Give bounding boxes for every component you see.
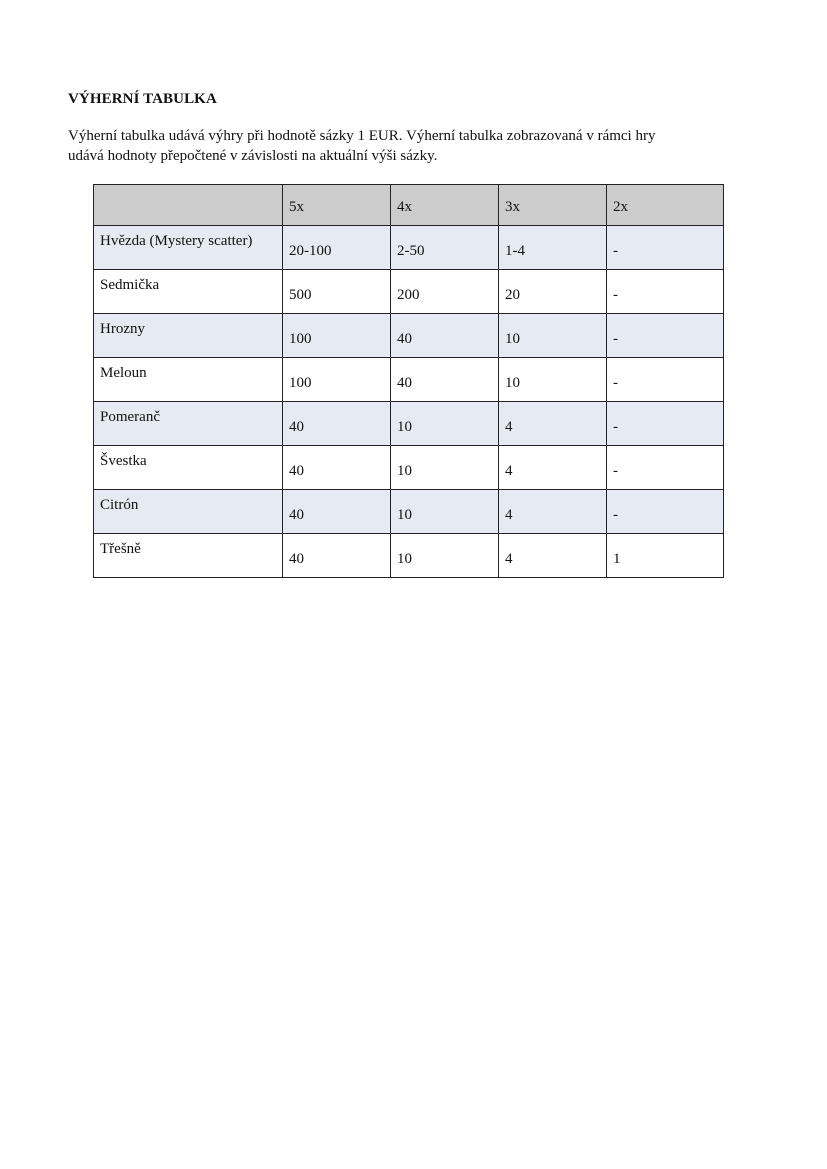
payout-cell: 1-4	[499, 226, 607, 270]
table-row	[94, 270, 724, 314]
payout-cell: -	[607, 270, 724, 314]
payout-cell: -	[607, 402, 724, 446]
payout-cell: 20-100	[283, 226, 391, 270]
payout-cell: 40	[283, 490, 391, 534]
payout-cell: 20	[499, 270, 607, 314]
payout-cell: 4	[499, 402, 607, 446]
payout-cell: 10	[391, 534, 499, 578]
payout-cell: 10	[391, 402, 499, 446]
payout-cell: 100	[283, 314, 391, 358]
symbol-name-cell: Švestka	[94, 446, 283, 490]
payout-cell: -	[607, 358, 724, 402]
intro-line: Výherní tabulka udává výhry při hodnotě sázky 1 EUR. Výherní tabulka zobrazovaná v rámci hry	[68, 128, 656, 144]
payout-cell: 2-50	[391, 226, 499, 270]
payout-cell: -	[607, 490, 724, 534]
table-row	[94, 226, 724, 270]
symbol-name-cell: Hrozny	[94, 314, 283, 358]
payout-cell: -	[607, 314, 724, 358]
table-row	[94, 402, 724, 446]
intro-paragraph	[68, 126, 768, 166]
symbol-name-cell: Pomeranč	[94, 402, 283, 446]
payout-cell: 10	[391, 446, 499, 490]
table-row	[94, 358, 724, 402]
symbol-name-cell: Hvězda (Mystery scatter)	[94, 226, 283, 270]
table-row	[94, 534, 724, 578]
payout-cell: 4	[499, 534, 607, 578]
table-row	[94, 314, 724, 358]
table-body	[94, 226, 724, 578]
payout-cell: 100	[283, 358, 391, 402]
payout-cell: -	[607, 226, 724, 270]
payout-cell: 40	[283, 446, 391, 490]
payout-cell: 200	[391, 270, 499, 314]
header-cell-5x: 5x	[283, 185, 391, 226]
symbol-name-cell: Citrón	[94, 490, 283, 534]
payout-cell: 40	[283, 402, 391, 446]
paytable	[93, 184, 724, 578]
payout-cell: 40	[283, 534, 391, 578]
payout-cell: 40	[391, 358, 499, 402]
header-cell-2x: 2x	[607, 185, 724, 226]
symbol-name-cell: Sedmička	[94, 270, 283, 314]
payout-cell: 40	[391, 314, 499, 358]
header-cell-symbol	[94, 185, 283, 226]
symbol-name-cell: Meloun	[94, 358, 283, 402]
payout-cell: 10	[499, 358, 607, 402]
intro-line: udává hodnoty přepočtené v závislosti na aktuální výši sázky.	[68, 148, 438, 164]
payout-cell: 4	[499, 490, 607, 534]
table-row	[94, 490, 724, 534]
payout-cell: 500	[283, 270, 391, 314]
payout-cell: 1	[607, 534, 724, 578]
payout-cell: 4	[499, 446, 607, 490]
symbol-name-cell: Třešně	[94, 534, 283, 578]
payout-cell: 10	[499, 314, 607, 358]
payout-cell: 10	[391, 490, 499, 534]
table-row	[94, 446, 724, 490]
page-title: VÝHERNÍ TABULKA	[68, 91, 217, 107]
header-cell-4x: 4x	[391, 185, 499, 226]
header-cell-3x: 3x	[499, 185, 607, 226]
table-header-row	[94, 185, 724, 226]
payout-cell: -	[607, 446, 724, 490]
